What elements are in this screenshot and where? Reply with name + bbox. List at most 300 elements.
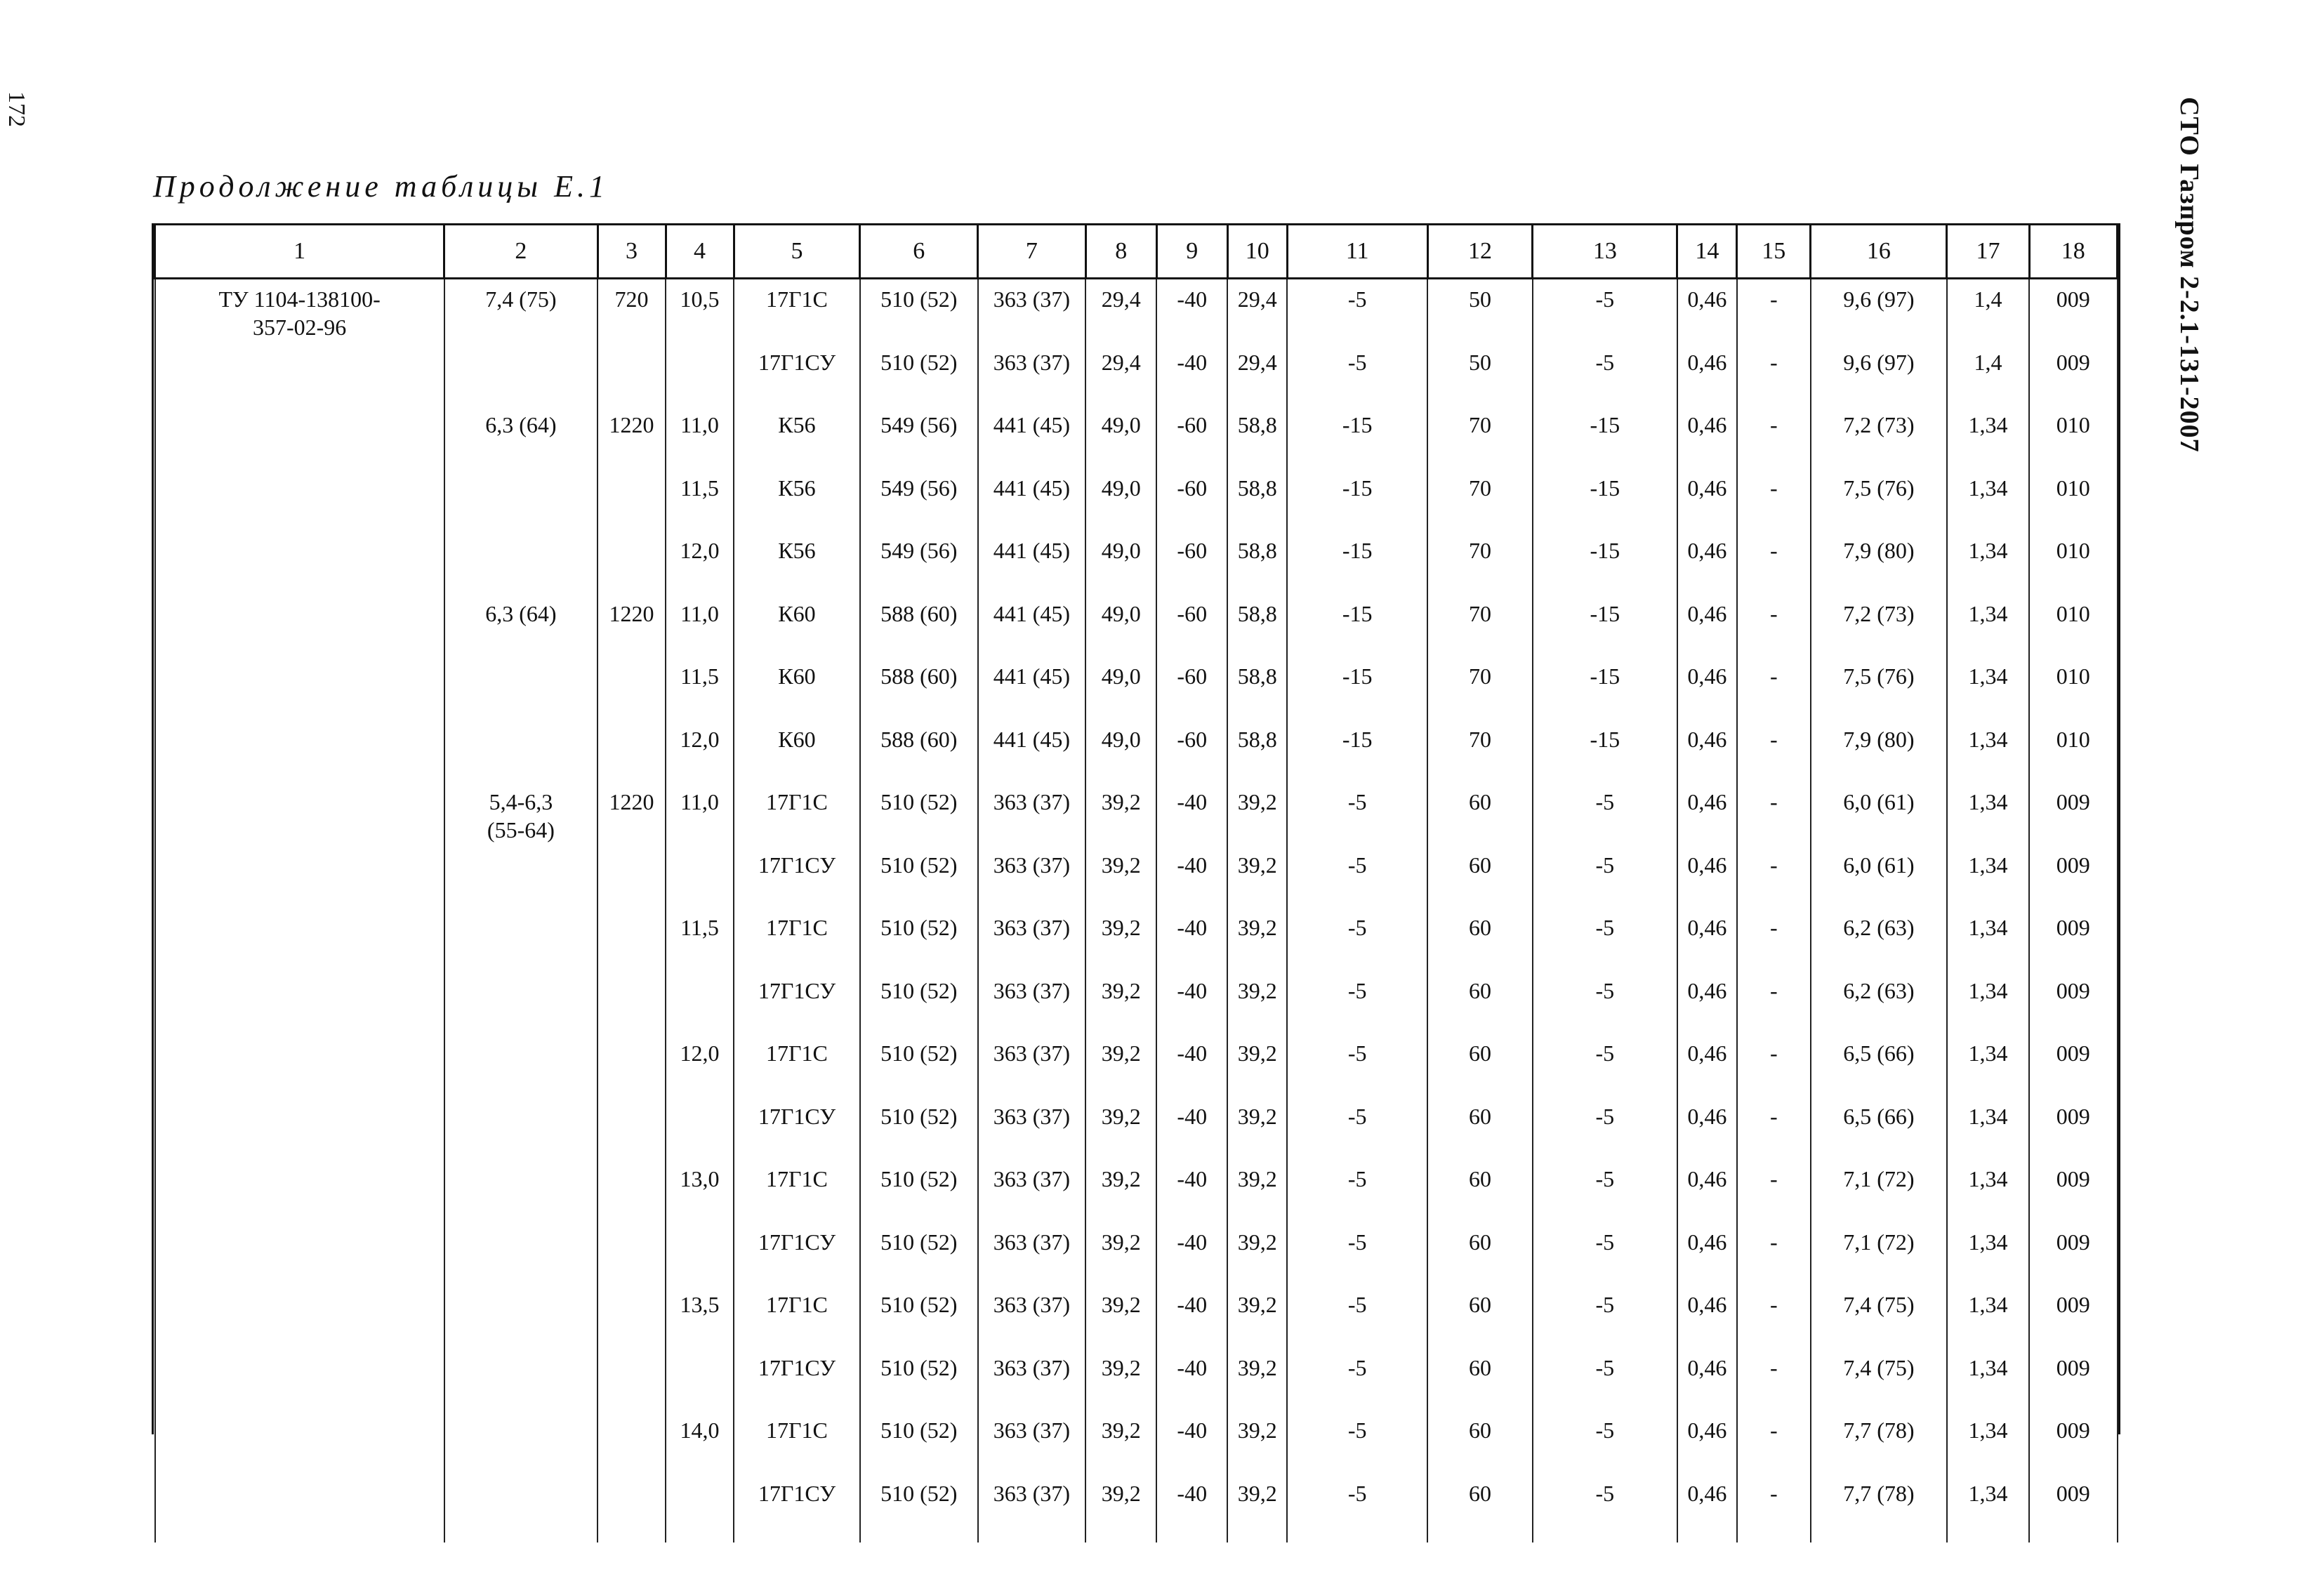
- table-cell-col-1: [155, 656, 444, 720]
- table-cell-col-7: 363 (37): [978, 1410, 1086, 1474]
- table-cell-col-17: 1,34: [1947, 1222, 2029, 1286]
- table-cell-col-5: 17Г1СУ: [734, 1348, 860, 1411]
- table-cell-col-3: [597, 468, 666, 531]
- table-cell-col-2: [444, 1159, 597, 1222]
- table-cell-col-8: 39,2: [1085, 908, 1156, 971]
- table-cell-col-14: 0,46: [1677, 1285, 1737, 1348]
- table-cell-col-8: 29,4: [1085, 279, 1156, 343]
- table-cell-col-8: 49,0: [1085, 656, 1156, 720]
- table-cell-col-16: 7,7 (78): [1811, 1474, 1947, 1537]
- table-cell-col-13: -15: [1533, 405, 1677, 468]
- table-cell-col-7: 363 (37): [978, 279, 1086, 343]
- table-cell-col-18: 010: [2029, 720, 2117, 783]
- table-cell-col-7: 441 (45): [978, 531, 1086, 594]
- table-cell-col-4: 11,5: [666, 468, 734, 531]
- table-cell-col-10: 29,4: [1227, 279, 1287, 343]
- table-cell-col-3: [597, 1285, 666, 1348]
- table-cell-col-14: 0,46: [1677, 1097, 1737, 1160]
- table-cell-col-9: -60: [1156, 405, 1227, 468]
- table-cell-col-2: [444, 468, 597, 531]
- table-cell-col-2: [444, 1222, 597, 1286]
- table-cell-col-13: -15: [1533, 720, 1677, 783]
- table-cell-col-7: 363 (37): [978, 1033, 1086, 1097]
- table-cell-col-11: -5: [1287, 1097, 1427, 1160]
- table-cell-col-14: 0,46: [1677, 656, 1737, 720]
- empty-cell: [597, 1536, 666, 1542]
- table-cell-col-4: 10,5: [666, 279, 734, 343]
- table-cell-col-12: 50: [1427, 343, 1533, 406]
- table-cell-col-12: 60: [1427, 971, 1533, 1034]
- table-cell-col-15: -: [1737, 1159, 1811, 1222]
- table-cell-col-16: 6,0 (61): [1811, 782, 1947, 845]
- table-row: [155, 1033, 2118, 1097]
- column-header-17: 17: [1947, 225, 2029, 279]
- table-cell-col-4: 13,5: [666, 1285, 734, 1348]
- table-cell-col-15: -: [1737, 782, 1811, 845]
- table-cell-col-5: 17Г1СУ: [734, 971, 860, 1034]
- table-cell-col-14: 0,46: [1677, 1222, 1737, 1286]
- table-cell-col-13: -5: [1533, 343, 1677, 406]
- table-cell-col-2: [444, 908, 597, 971]
- table-cell-col-1: [155, 908, 444, 971]
- table-cell-col-16: 7,4 (75): [1811, 1348, 1947, 1411]
- table-cell-col-11: -5: [1287, 971, 1427, 1034]
- table-cell-col-14: 0,46: [1677, 343, 1737, 406]
- table-cell-col-13: -5: [1533, 1474, 1677, 1537]
- table-cell-col-17: 1,4: [1947, 279, 2029, 343]
- table-cell-col-17: 1,34: [1947, 908, 2029, 971]
- table-cell-col-3: [597, 531, 666, 594]
- table-cell-col-18: 009: [2029, 1033, 2117, 1097]
- table-cell-col-5: 17Г1С: [734, 279, 860, 343]
- table-cell-col-9: -40: [1156, 1159, 1227, 1222]
- table-cell-col-5: 17Г1С: [734, 1285, 860, 1348]
- table-cell-col-17: 1,34: [1947, 1097, 2029, 1160]
- table-cell-col-2: 5,4-6,3 (55-64): [444, 782, 597, 845]
- table-cell-col-14: 0,46: [1677, 1159, 1737, 1222]
- table-cell-col-1: [155, 1348, 444, 1411]
- table-cell-col-17: 1,34: [1947, 1159, 2029, 1222]
- table-cell-col-17: 1,34: [1947, 1285, 2029, 1348]
- table-cell-col-5: 17Г1СУ: [734, 845, 860, 909]
- table-cell-col-6: 510 (52): [860, 1348, 978, 1411]
- table-cell-col-12: 70: [1427, 656, 1533, 720]
- table-row: [155, 1285, 2118, 1348]
- table-cell-col-15: -: [1737, 1285, 1811, 1348]
- table-cell-col-17: 1,34: [1947, 720, 2029, 783]
- table-cell-col-6: 510 (52): [860, 343, 978, 406]
- table-cell-col-7: 363 (37): [978, 1348, 1086, 1411]
- table-cell-col-12: 60: [1427, 908, 1533, 971]
- table-cell-col-14: 0,46: [1677, 405, 1737, 468]
- table-cell-col-13: -5: [1533, 1348, 1677, 1411]
- table-cell-col-18: 009: [2029, 1410, 2117, 1474]
- table-cell-col-3: [597, 1222, 666, 1286]
- table-cell-col-2: [444, 531, 597, 594]
- table-cell-col-5: К56: [734, 531, 860, 594]
- table-row: [155, 1097, 2118, 1160]
- table-cell-col-17: 1,34: [1947, 468, 2029, 531]
- table-cell-col-17: 1,34: [1947, 971, 2029, 1034]
- table-cell-col-13: -5: [1533, 782, 1677, 845]
- table-cell-col-3: [597, 656, 666, 720]
- table-cell-col-5: 17Г1С: [734, 908, 860, 971]
- table-caption: Продолжение таблицы Е.1: [153, 169, 609, 204]
- table-cell-col-11: -15: [1287, 405, 1427, 468]
- table-row: [155, 531, 2118, 594]
- empty-cell: [1947, 1536, 2029, 1542]
- empty-cell: [1427, 1536, 1533, 1542]
- table-cell-col-4: [666, 343, 734, 406]
- table-cell-col-4: 13,0: [666, 1159, 734, 1222]
- table-cell-col-8: 49,0: [1085, 720, 1156, 783]
- table-cell-col-18: 009: [2029, 1474, 2117, 1537]
- column-header-8: 8: [1085, 225, 1156, 279]
- column-header-9: 9: [1156, 225, 1227, 279]
- table-cell-col-10: 39,2: [1227, 782, 1287, 845]
- table-cell-col-11: -5: [1287, 1285, 1427, 1348]
- table-cell-col-3: 1220: [597, 594, 666, 657]
- table-cell-col-6: 588 (60): [860, 720, 978, 783]
- table-cell-col-9: -40: [1156, 782, 1227, 845]
- table-cell-col-18: 009: [2029, 845, 2117, 909]
- table-cell-col-14: 0,46: [1677, 782, 1737, 845]
- table-cell-col-1: [155, 1033, 444, 1097]
- table-cell-col-6: 510 (52): [860, 1410, 978, 1474]
- table-cell-col-10: 39,2: [1227, 1348, 1287, 1411]
- table-cell-col-5: 17Г1СУ: [734, 1222, 860, 1286]
- table-cell-col-6: 510 (52): [860, 782, 978, 845]
- table-cell-col-13: -15: [1533, 656, 1677, 720]
- table-cell-col-2: 7,4 (75): [444, 279, 597, 343]
- table-row: [155, 405, 2118, 468]
- empty-cell: [1533, 1536, 1677, 1542]
- table-cell-col-18: 009: [2029, 343, 2117, 406]
- empty-cell: [1287, 1536, 1427, 1542]
- table-cell-col-1: [155, 720, 444, 783]
- table-cell-col-16: 6,2 (63): [1811, 971, 1947, 1034]
- table-cell-col-12: 60: [1427, 845, 1533, 909]
- table-cell-col-12: 50: [1427, 279, 1533, 343]
- table-cell-col-11: -5: [1287, 908, 1427, 971]
- table-cell-col-14: 0,46: [1677, 279, 1737, 343]
- table-cell-col-13: -5: [1533, 1285, 1677, 1348]
- table-cell-col-12: 60: [1427, 1097, 1533, 1160]
- table-cell-col-9: -40: [1156, 1285, 1227, 1348]
- table-cell-col-3: 720: [597, 279, 666, 343]
- column-header-4: 4: [666, 225, 734, 279]
- table-cell-col-5: 17Г1СУ: [734, 343, 860, 406]
- table-cell-col-15: -: [1737, 279, 1811, 343]
- table-cell-col-7: 363 (37): [978, 1159, 1086, 1222]
- table-cell-col-13: -5: [1533, 845, 1677, 909]
- table-cell-col-1: [155, 405, 444, 468]
- table-cell-col-13: -5: [1533, 971, 1677, 1034]
- table-cell-col-3: [597, 908, 666, 971]
- table-cell-col-4: [666, 971, 734, 1034]
- table-cell-col-12: 60: [1427, 1285, 1533, 1348]
- page-number: 172: [4, 91, 29, 127]
- table-cell-col-18: 009: [2029, 1285, 2117, 1348]
- empty-cell: [1085, 1536, 1156, 1542]
- table-cell-col-5: 17Г1С: [734, 782, 860, 845]
- table-cell-col-4: [666, 1474, 734, 1537]
- table-cell-col-15: -: [1737, 845, 1811, 909]
- table-cell-col-6: 510 (52): [860, 971, 978, 1034]
- table-cell-col-2: 6,3 (64): [444, 405, 597, 468]
- table-cell-col-12: 60: [1427, 1348, 1533, 1411]
- table-cell-col-9: -40: [1156, 1348, 1227, 1411]
- table-cell-col-15: -: [1737, 1097, 1811, 1160]
- table-cell-col-13: -5: [1533, 1159, 1677, 1222]
- table-cell-col-16: 9,6 (97): [1811, 343, 1947, 406]
- table-cell-col-12: 60: [1427, 782, 1533, 845]
- table-cell-col-1: [155, 782, 444, 845]
- table-cell-col-9: -60: [1156, 720, 1227, 783]
- table-cell-col-1: [155, 531, 444, 594]
- table-cell-col-8: 39,2: [1085, 782, 1156, 845]
- table-cell-col-12: 70: [1427, 594, 1533, 657]
- table-cell-col-11: -5: [1287, 343, 1427, 406]
- table-cell-col-7: 441 (45): [978, 656, 1086, 720]
- table-cell-col-1: [155, 845, 444, 909]
- table-cell-col-6: 510 (52): [860, 1159, 978, 1222]
- table-cell-col-10: 39,2: [1227, 908, 1287, 971]
- table-cell-col-10: 39,2: [1227, 1097, 1287, 1160]
- table-cell-col-5: К60: [734, 720, 860, 783]
- table-cell-col-13: -5: [1533, 1033, 1677, 1097]
- table-cell-col-3: [597, 1097, 666, 1160]
- table-cell-col-18: 009: [2029, 1159, 2117, 1222]
- table-cell-col-3: [597, 971, 666, 1034]
- table-cell-col-1: [155, 1285, 444, 1348]
- table-row: [155, 845, 2118, 909]
- empty-cell: [1227, 1536, 1287, 1542]
- table-cell-col-11: -15: [1287, 594, 1427, 657]
- table-row: [155, 343, 2118, 406]
- table-cell-col-9: -40: [1156, 1410, 1227, 1474]
- table-cell-col-9: -40: [1156, 908, 1227, 971]
- column-header-6: 6: [860, 225, 978, 279]
- table-cell-col-18: 009: [2029, 971, 2117, 1034]
- table-cell-col-3: [597, 1348, 666, 1411]
- table-cell-col-8: 39,2: [1085, 1097, 1156, 1160]
- table-cell-col-15: -: [1737, 531, 1811, 594]
- table-cell-col-17: 1,34: [1947, 1033, 2029, 1097]
- table-cell-col-4: 11,5: [666, 908, 734, 971]
- table-row: [155, 594, 2118, 657]
- table-cell-col-12: 60: [1427, 1033, 1533, 1097]
- table-cell-col-6: 549 (56): [860, 468, 978, 531]
- table-cell-col-17: 1,34: [1947, 1474, 2029, 1537]
- table-cell-col-12: 70: [1427, 468, 1533, 531]
- table-cell-col-4: [666, 845, 734, 909]
- table-cell-col-15: -: [1737, 720, 1811, 783]
- table-cell-col-9: -60: [1156, 594, 1227, 657]
- column-header-11: 11: [1287, 225, 1427, 279]
- table-cell-col-13: -5: [1533, 1222, 1677, 1286]
- empty-cell: [2029, 1536, 2117, 1542]
- table-cell-col-9: -40: [1156, 1033, 1227, 1097]
- table-cell-col-13: -5: [1533, 1410, 1677, 1474]
- table-cell-col-16: 6,0 (61): [1811, 845, 1947, 909]
- table-cell-col-3: [597, 343, 666, 406]
- column-header-2: 2: [444, 225, 597, 279]
- table-cell-col-8: 49,0: [1085, 594, 1156, 657]
- table-cell-col-15: -: [1737, 1410, 1811, 1474]
- table-cell-col-12: 60: [1427, 1159, 1533, 1222]
- table-cell-col-5: К60: [734, 656, 860, 720]
- table-cell-col-1: [155, 1159, 444, 1222]
- table-cell-col-3: 1220: [597, 405, 666, 468]
- table-cell-col-14: 0,46: [1677, 1474, 1737, 1537]
- table-row: [155, 1410, 2118, 1474]
- table-cell-col-6: 588 (60): [860, 594, 978, 657]
- table-cell-col-18: 010: [2029, 594, 2117, 657]
- table-cell-col-16: 7,2 (73): [1811, 405, 1947, 468]
- table-cell-col-12: 60: [1427, 1474, 1533, 1537]
- table-cell-col-2: [444, 1410, 597, 1474]
- table-cell-col-2: [444, 1348, 597, 1411]
- table-cell-col-10: 29,4: [1227, 343, 1287, 406]
- table-cell-col-18: 009: [2029, 1222, 2117, 1286]
- table-cell-col-17: 1,34: [1947, 531, 2029, 594]
- column-header-18: 18: [2029, 225, 2117, 279]
- table-cell-col-3: [597, 1159, 666, 1222]
- empty-cell: [1156, 1536, 1227, 1542]
- table-cell-col-5: К56: [734, 405, 860, 468]
- table-cell-col-10: 58,8: [1227, 594, 1287, 657]
- table-bottom-extension: [155, 1536, 2118, 1542]
- table-cell-col-2: [444, 1097, 597, 1160]
- column-header-5: 5: [734, 225, 860, 279]
- table-container: [152, 223, 2120, 1506]
- table-cell-col-15: -: [1737, 971, 1811, 1034]
- table-cell-col-2: [444, 720, 597, 783]
- table-cell-col-14: 0,46: [1677, 1348, 1737, 1411]
- table-cell-col-12: 70: [1427, 720, 1533, 783]
- table-cell-col-8: 29,4: [1085, 343, 1156, 406]
- table-cell-col-13: -15: [1533, 594, 1677, 657]
- table-cell-col-15: -: [1737, 343, 1811, 406]
- table-cell-col-13: -15: [1533, 531, 1677, 594]
- table-cell-col-5: 17Г1С: [734, 1159, 860, 1222]
- column-header-7: 7: [978, 225, 1086, 279]
- data-table: [154, 223, 2118, 1542]
- table-cell-col-14: 0,46: [1677, 720, 1737, 783]
- table-cell-col-18: 009: [2029, 279, 2117, 343]
- table-cell-col-5: К56: [734, 468, 860, 531]
- table-row: [155, 720, 2118, 783]
- table-cell-col-11: -5: [1287, 1159, 1427, 1222]
- table-cell-col-7: 363 (37): [978, 908, 1086, 971]
- table-cell-col-11: -15: [1287, 656, 1427, 720]
- table-cell-col-11: -5: [1287, 1348, 1427, 1411]
- table-cell-col-7: 441 (45): [978, 720, 1086, 783]
- table-cell-col-9: -60: [1156, 656, 1227, 720]
- table-cell-col-15: -: [1737, 908, 1811, 971]
- column-header-12: 12: [1427, 225, 1533, 279]
- table-cell-col-15: -: [1737, 594, 1811, 657]
- table-cell-col-1: [155, 1410, 444, 1474]
- table-cell-col-7: 363 (37): [978, 1285, 1086, 1348]
- table-cell-col-11: -5: [1287, 782, 1427, 845]
- table-cell-col-13: -5: [1533, 1097, 1677, 1160]
- table-cell-col-6: 549 (56): [860, 531, 978, 594]
- table-cell-col-2: [444, 1285, 597, 1348]
- table-cell-col-4: 11,5: [666, 656, 734, 720]
- table-cell-col-16: 7,9 (80): [1811, 531, 1947, 594]
- table-cell-col-10: 58,8: [1227, 405, 1287, 468]
- empty-cell: [860, 1536, 978, 1542]
- table-cell-col-14: 0,46: [1677, 1033, 1737, 1097]
- table-cell-col-9: -40: [1156, 1474, 1227, 1537]
- table-cell-col-16: 7,5 (76): [1811, 656, 1947, 720]
- table-cell-col-7: 363 (37): [978, 1474, 1086, 1537]
- table-cell-col-2: [444, 1033, 597, 1097]
- table-cell-col-17: 1,34: [1947, 656, 2029, 720]
- table-cell-col-5: 17Г1С: [734, 1410, 860, 1474]
- table-row: [155, 1222, 2118, 1286]
- table-cell-col-7: 363 (37): [978, 1222, 1086, 1286]
- table-body: [155, 279, 2118, 1543]
- table-row: [155, 279, 2118, 343]
- table-cell-col-8: 39,2: [1085, 1348, 1156, 1411]
- table-cell-col-11: -15: [1287, 720, 1427, 783]
- table-cell-col-17: 1,34: [1947, 1410, 2029, 1474]
- table-cell-col-13: -5: [1533, 908, 1677, 971]
- table-cell-col-13: -5: [1533, 279, 1677, 343]
- table-cell-col-6: 510 (52): [860, 908, 978, 971]
- table-cell-col-16: 6,5 (66): [1811, 1033, 1947, 1097]
- table-cell-col-17: 1,34: [1947, 782, 2029, 845]
- table-cell-col-3: [597, 1033, 666, 1097]
- column-header-1: 1: [155, 225, 444, 279]
- table-cell-col-14: 0,46: [1677, 531, 1737, 594]
- table-cell-col-10: 39,2: [1227, 1222, 1287, 1286]
- table-cell-col-8: 39,2: [1085, 1159, 1156, 1222]
- table-cell-col-8: 49,0: [1085, 468, 1156, 531]
- table-cell-col-14: 0,46: [1677, 594, 1737, 657]
- table-cell-col-18: 009: [2029, 782, 2117, 845]
- table-cell-col-9: -40: [1156, 971, 1227, 1034]
- table-cell-col-16: 7,7 (78): [1811, 1410, 1947, 1474]
- column-header-3: 3: [597, 225, 666, 279]
- table-cell-col-8: 49,0: [1085, 531, 1156, 594]
- table-cell-col-10: 58,8: [1227, 656, 1287, 720]
- table-cell-col-11: -5: [1287, 1222, 1427, 1286]
- table-cell-col-1: [155, 1097, 444, 1160]
- table-cell-col-14: 0,46: [1677, 468, 1737, 531]
- table-cell-col-11: -5: [1287, 279, 1427, 343]
- table-cell-col-12: 60: [1427, 1410, 1533, 1474]
- table-cell-col-3: [597, 720, 666, 783]
- table-cell-col-6: 510 (52): [860, 1474, 978, 1537]
- table-cell-col-4: 12,0: [666, 720, 734, 783]
- table-cell-col-16: 7,9 (80): [1811, 720, 1947, 783]
- table-row: [155, 1474, 2118, 1537]
- table-cell-col-14: 0,46: [1677, 1410, 1737, 1474]
- column-header-16: 16: [1811, 225, 1947, 279]
- column-header-14: 14: [1677, 225, 1737, 279]
- table-cell-col-18: 010: [2029, 656, 2117, 720]
- empty-cell: [155, 1536, 444, 1542]
- table-cell-col-4: 12,0: [666, 531, 734, 594]
- table-cell-col-4: 14,0: [666, 1410, 734, 1474]
- table-cell-col-3: 1220: [597, 782, 666, 845]
- table-cell-col-11: -15: [1287, 531, 1427, 594]
- table-cell-col-1: [155, 1474, 444, 1537]
